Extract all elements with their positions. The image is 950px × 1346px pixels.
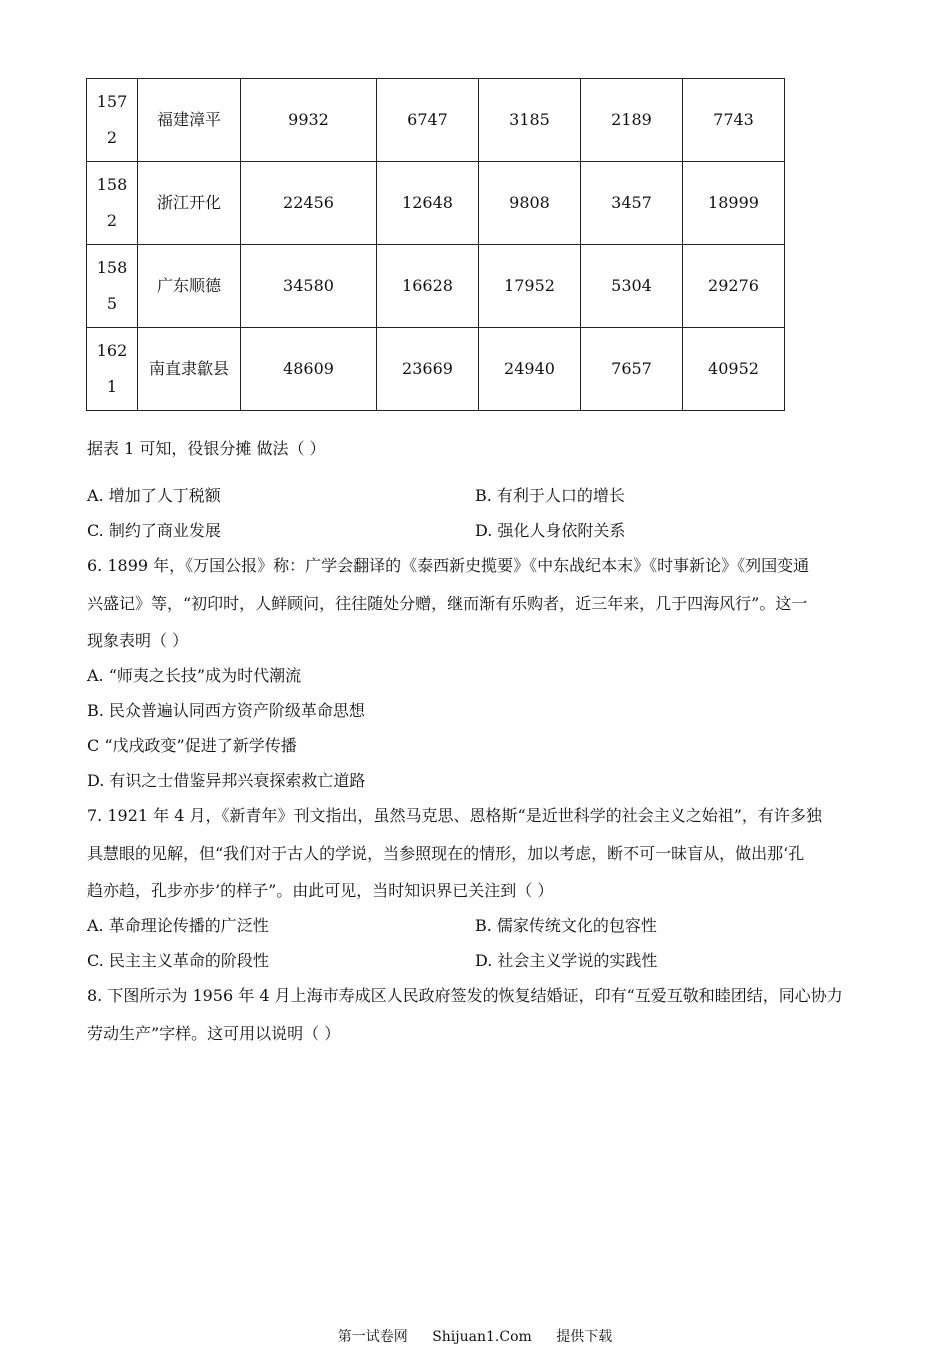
value-cell: 40952: [683, 328, 785, 411]
q6-stem-line2: 兴盛记》等，“初印时，人鲜顾问，往往随处分赠，继而渐有乐购者，近三年来，几于四海风行”。这一: [87, 594, 808, 613]
footer-site-name: 第一试卷网: [337, 1329, 408, 1345]
place-cell: 浙江开化: [138, 162, 241, 245]
q5-option-a[interactable]: A. 增加了人丁税额: [87, 486, 221, 505]
value-cell: 9932: [241, 79, 377, 162]
q5-option-b[interactable]: B. 有利于人口的增长: [475, 486, 625, 505]
year-value: 1621: [96, 341, 128, 396]
q7-option-a[interactable]: A. 革命理论传播的广泛性: [87, 916, 269, 935]
value-cell: 6747: [377, 79, 479, 162]
table-row: [87, 328, 785, 411]
value-cell: 7657: [581, 328, 683, 411]
q5-option-c[interactable]: C. 制约了商业发展: [87, 521, 221, 540]
q6-option-a[interactable]: A. “师夷之长技”成为时代潮流: [87, 666, 302, 685]
value-cell: 23669: [377, 328, 479, 411]
value-cell: 3457: [581, 162, 683, 245]
value-cell: 9808: [479, 162, 581, 245]
q6-option-d[interactable]: D. 有识之士借鉴异邦兴衰探索救亡道路: [87, 771, 366, 790]
value-cell: 34580: [241, 245, 377, 328]
year-cell: [87, 245, 138, 328]
place-cell: 广东顺德: [138, 245, 241, 328]
q6-stem-line1: 6. 1899 年，《万国公报》称：广学会翻译的《泰西新史揽要》《中东战纪本末》《时事新论》《列国变通: [87, 556, 810, 575]
year-cell: [87, 328, 138, 411]
table-row: [87, 162, 785, 245]
value-cell: 22456: [241, 162, 377, 245]
value-cell: 24940: [479, 328, 581, 411]
footer-domain: Shijuan1.Com: [432, 1329, 532, 1345]
q6-option-b[interactable]: B. 民众普遍认同西方资产阶级革命思想: [87, 701, 365, 720]
value-cell: 2189: [581, 79, 683, 162]
q7-stem-line1: 7. 1921 年 4 月，《新青年》刊文指出，虽然马克思、恩格斯“是近世科学的社会主义之始祖”，有许多独: [87, 806, 822, 825]
value-cell: 12648: [377, 162, 479, 245]
q6-stem-line3: 现象表明（ ）: [87, 631, 189, 650]
year-cell: [87, 162, 138, 245]
year-value: 1585: [96, 258, 128, 313]
q8-stem-line2: 劳动生产”字样。这可用以说明（ ）: [87, 1024, 341, 1043]
q7-option-c[interactable]: C. 民主主义革命的阶段性: [87, 951, 269, 970]
place-cell: 南直隶歙县: [138, 328, 241, 411]
year-value: 1582: [96, 175, 128, 230]
footer-action: 提供下载: [556, 1329, 613, 1345]
place-cell: 福建漳平: [138, 79, 241, 162]
q6-option-c[interactable]: C “戊戌政变”促进了新学传播: [87, 736, 297, 755]
population-tax-table: [86, 78, 785, 411]
value-cell: 3185: [479, 79, 581, 162]
value-cell: 7743: [683, 79, 785, 162]
value-cell: 17952: [479, 245, 581, 328]
value-cell: 5304: [581, 245, 683, 328]
q5-stem: 据表 1 可知，役银分摊 做法（ ）: [87, 439, 326, 458]
q7-option-d[interactable]: D. 社会主义学说的实践性: [475, 951, 658, 970]
q7-option-b[interactable]: B. 儒家传统文化的包容性: [475, 916, 657, 935]
q8-stem-line1: 8. 下图所示为 1956 年 4 月上海市寿成区人民政府签发的恢复结婚证，印有“互爱互敬和睦团结，同心协力: [87, 986, 843, 1005]
year-cell: [87, 79, 138, 162]
q7-stem-line3: 趋亦趋，孔步亦步’的样子”。由此可见，当时知识界已关注到（ ）: [87, 881, 554, 900]
value-cell: 48609: [241, 328, 377, 411]
table-row: [87, 79, 785, 162]
value-cell: 18999: [683, 162, 785, 245]
q7-stem-line2: 具慧眼的见解，但“我们对于古人的学说，当参照现在的情形，加以考虑，断不可一昧盲从，做出那‘孔: [87, 844, 805, 863]
year-value: 1572: [96, 92, 128, 147]
value-cell: 16628: [377, 245, 479, 328]
table-row: [87, 245, 785, 328]
value-cell: 29276: [683, 245, 785, 328]
page-footer: [0, 1326, 950, 1346]
q5-option-d[interactable]: D. 强化人身依附关系: [475, 521, 626, 540]
